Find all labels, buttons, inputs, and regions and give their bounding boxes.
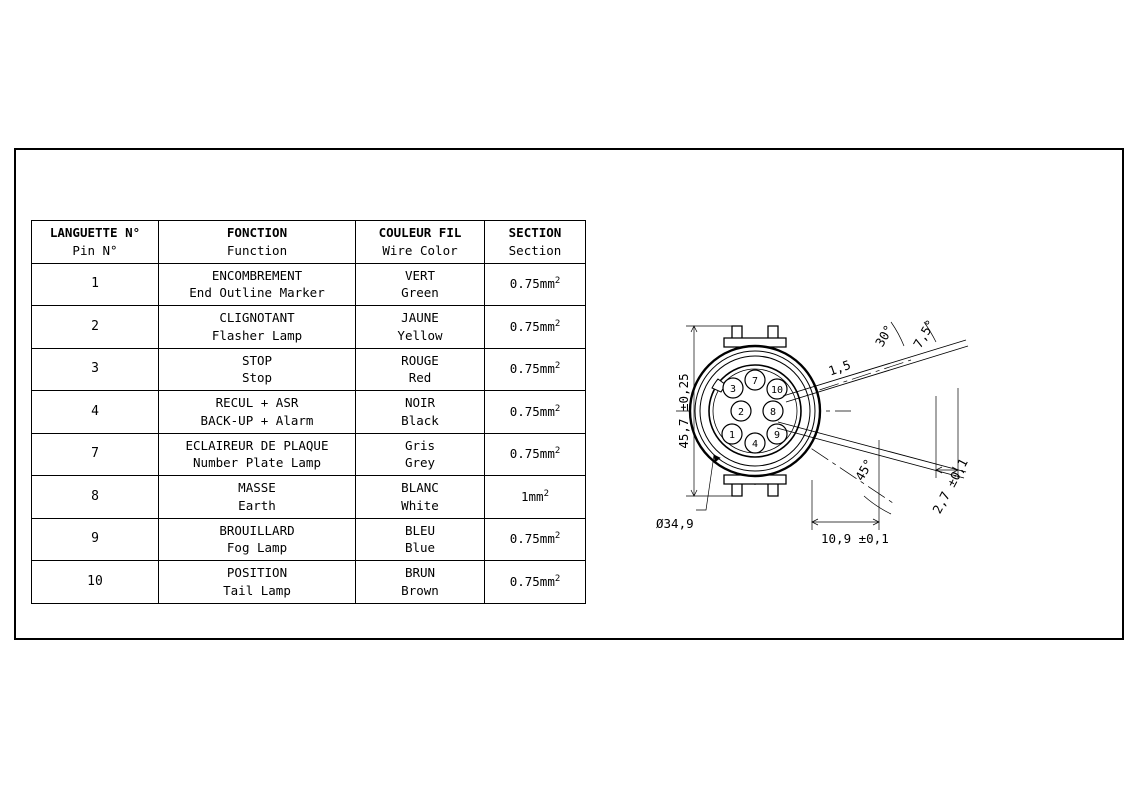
table-row (32, 561, 586, 604)
cell-wire-color-fr: ROUGE (401, 352, 439, 368)
cell-wire-color-fr: NOIR (404, 395, 436, 410)
connector-technical-drawing (636, 300, 1076, 560)
cell-section-value: 0.75mm (509, 403, 555, 419)
cell-function-en: Stop (241, 370, 273, 386)
table-row (32, 476, 586, 519)
column-header-pin-en: Pin N° (72, 242, 118, 258)
cell-wire-color-fr: BRUN (404, 565, 436, 580)
table-row (32, 348, 586, 391)
cell-wire-color-en: Black (401, 412, 439, 428)
cell-wire-color (356, 476, 485, 519)
cell-function-fr: CLIGNOTANT (219, 310, 295, 325)
cell-pin: 3 (32, 348, 159, 391)
table-row (32, 391, 586, 434)
column-header-section (485, 221, 586, 264)
cell-section-value: 0.75mm (509, 318, 555, 334)
pin-label-9: 9 (773, 430, 781, 441)
column-header-pin-fr: LANGUETTE N° (49, 225, 141, 240)
table-header-row (32, 221, 586, 264)
cell-wire-color-en: Green (401, 285, 439, 301)
cell-function (159, 561, 356, 604)
cell-function-en: Tail Lamp (223, 582, 291, 598)
cell-section-value: 0.75mm (509, 446, 555, 462)
cell-section-exponent: 2 (554, 531, 561, 542)
cell-wire-color-en: Blue (404, 540, 436, 556)
cell-function-en: Number Plate Lamp (193, 455, 321, 471)
cell-function-fr: BROUILLARD (219, 522, 295, 538)
dimension-depth-label: 2,7 ±0,1 (929, 455, 971, 516)
column-header-function-fr: FONCTION (226, 225, 288, 240)
connector-body (690, 326, 820, 496)
cell-function-fr: ECLAIREUR DE PLAQUE (185, 437, 329, 453)
cell-function (159, 263, 356, 306)
pin-label-10: 10 (770, 385, 784, 396)
pin-label-3: 3 (729, 384, 737, 395)
angle-arcs (864, 322, 936, 514)
cell-wire-color (356, 391, 485, 434)
cell-section (485, 433, 586, 476)
cell-function (159, 391, 356, 434)
cell-wire-color (356, 348, 485, 391)
cell-wire-color-en: Brown (401, 582, 439, 598)
cell-function (159, 433, 356, 476)
cell-function-fr: POSITION (226, 565, 288, 580)
dimension-lead-label: 1,5 (826, 356, 853, 379)
cell-pin: 10 (32, 561, 159, 604)
pin-label-2: 2 (737, 407, 745, 418)
cell-wire-color (356, 433, 485, 476)
cell-pin: 8 (32, 476, 159, 519)
cell-wire-color-en: White (401, 497, 439, 513)
cell-function (159, 476, 356, 519)
cell-function-fr: STOP (241, 352, 273, 368)
cell-section-exponent: 2 (554, 361, 561, 372)
cell-section-exponent: 2 (554, 573, 561, 584)
cell-function-fr: RECUL + ASR (215, 395, 299, 410)
cell-wire-color (356, 518, 485, 561)
cell-pin: 7 (32, 433, 159, 476)
cell-section (485, 306, 586, 349)
cell-wire-color-en: Yellow (397, 327, 443, 343)
cell-pin: 1 (32, 263, 159, 306)
cell-section-value: 1mm (521, 488, 544, 504)
cell-section-value: 0.75mm (509, 531, 555, 547)
cell-wire-color-fr: BLANC (401, 480, 439, 495)
dimension-angle-45-label: 45° (851, 456, 877, 484)
dimension-height-label: 45,7 ±0,25 (676, 373, 691, 449)
table-row (32, 306, 586, 349)
cell-section-value: 0.75mm (509, 361, 555, 377)
cell-section-exponent: 2 (543, 488, 549, 499)
cell-pin: 2 (32, 306, 159, 349)
pin-label-4: 4 (751, 439, 759, 450)
column-header-wire-color (356, 221, 485, 264)
cell-pin: 9 (32, 518, 159, 561)
cell-section (485, 518, 586, 561)
cell-function-en: Fog Lamp (226, 540, 288, 556)
cell-wire-color (356, 306, 485, 349)
cell-section-exponent: 2 (554, 318, 561, 329)
dimension-angle-75-label: 7,5° (910, 316, 939, 351)
cell-wire-color-fr: BLEU (404, 522, 436, 538)
cell-section-value: 0.75mm (509, 276, 555, 292)
cell-function (159, 518, 356, 561)
pin-label-8: 8 (769, 407, 777, 418)
pin-label-1: 1 (728, 430, 736, 441)
dimension-diameter-label: Ø34,9 (656, 516, 694, 531)
cell-pin: 4 (32, 391, 159, 434)
connector-drawing-svg (636, 300, 1076, 560)
cell-section (485, 476, 586, 519)
cell-section (485, 561, 586, 604)
cell-section-exponent: 2 (554, 446, 561, 457)
table-body (32, 263, 586, 603)
pin-label-7: 7 (751, 376, 759, 387)
column-header-wire-color-fr: COULEUR FIL (378, 225, 462, 240)
table-row (32, 518, 586, 561)
cell-section-value: 0.75mm (509, 573, 555, 589)
column-header-function (159, 221, 356, 264)
column-header-section-fr: SECTION (508, 225, 562, 240)
cell-wire-color-fr: VERT (404, 267, 436, 283)
dimension-width-label: 10,9 ±0,1 (821, 531, 889, 546)
cell-function-fr: ENCOMBREMENT (211, 267, 303, 283)
cell-function (159, 348, 356, 391)
dimension-angle-30-label: 30° (871, 322, 897, 350)
cell-function-en: Earth (238, 497, 276, 513)
column-header-wire-color-en: Wire Color (382, 242, 458, 258)
cell-wire-color (356, 561, 485, 604)
drawing-sheet-border (14, 148, 1124, 640)
cell-section-exponent: 2 (554, 403, 561, 414)
table-row (32, 263, 586, 306)
cell-function-en: End Outline Marker (189, 285, 325, 301)
width-dimension (812, 440, 879, 530)
pin-assignment-table (31, 220, 586, 604)
column-header-pin (32, 221, 159, 264)
cell-function (159, 306, 356, 349)
cell-wire-color-en: Grey (404, 455, 436, 471)
cell-wire-color-en: Red (408, 370, 432, 386)
cell-section (485, 263, 586, 306)
cell-section (485, 348, 586, 391)
column-header-function-en: Function (226, 242, 288, 258)
table-row (32, 433, 586, 476)
cell-section-exponent: 2 (554, 276, 561, 287)
column-header-section-en: Section (508, 242, 562, 258)
table-header (32, 221, 586, 264)
cell-wire-color-fr: JAUNE (401, 310, 439, 325)
cell-wire-color (356, 263, 485, 306)
cell-function-fr: MASSE (238, 480, 276, 495)
cell-wire-color-fr: Gris (404, 437, 436, 453)
cell-section (485, 391, 586, 434)
cell-function-en: Flasher Lamp (211, 327, 303, 343)
cell-function-en: BACK-UP + Alarm (200, 412, 314, 428)
